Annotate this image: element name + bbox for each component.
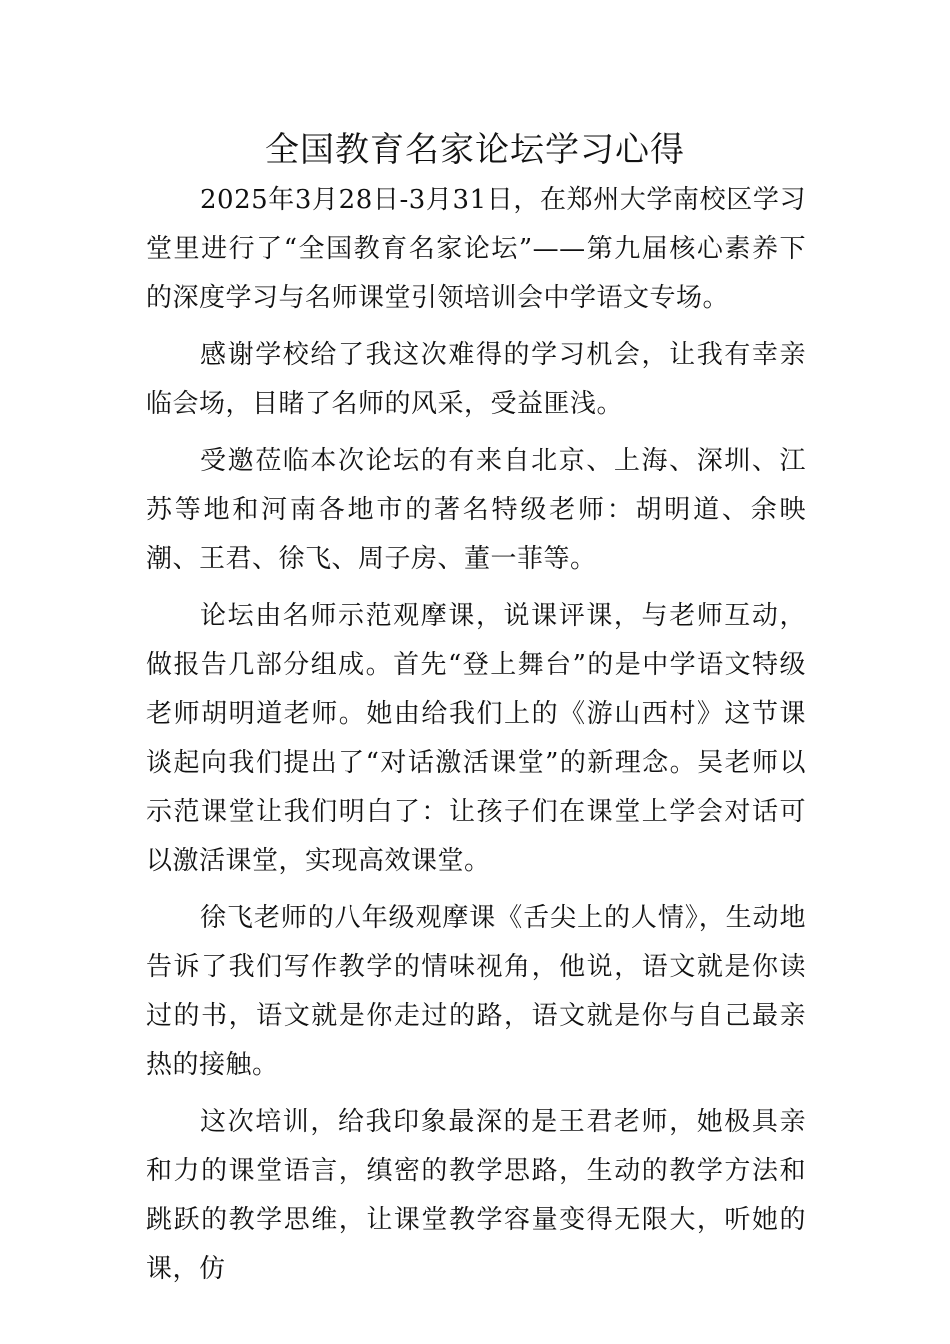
paragraph-5: 徐飞老师的八年级观摩课《舌尖上的人情》，生动地告诉了我们写作教学的情味视角，他说，语文就是你读过的书，语文就是你走过的路，语文就是你与自己最亲热的接触。 bbox=[146, 903, 806, 1080]
paragraph-3: 受邀莅临本次论坛的有来自北京、上海、深圳、江苏等地和河南各地市的著名特级老师：胡明道、余映潮、王君、徐飞、周子房、董一菲等。 bbox=[146, 446, 806, 574]
paragraph-4: 论坛由名师示范观摩课，说课评课，与老师互动，做报告几部分组成。首先“登上舞台”的是中学语文特级老师胡明道老师。她由给我们上的《游山西村》这节课谈起向我们提出了“对话激活课堂”的新理念。吴老师以示范课堂让我们明白了：让孩子们在课堂上学会对话可以激活课堂，实现高效课堂。 bbox=[146, 601, 806, 876]
document-title: 全国教育名家论坛学习心得 bbox=[265, 130, 685, 170]
paragraph-1: 2025年3月28日-3月31日，在郑州大学南校区学习堂里进行了“全国教育名家论坛”——第九届核心素养下的深度学习与名师课堂引领培训会中学语文专场。 bbox=[146, 185, 806, 313]
paragraph-2: 感谢学校给了我这次难得的学习机会，让我有幸亲临会场，目睹了名师的风采，受益匪浅。 bbox=[146, 340, 806, 419]
paragraph-6: 这次培训，给我印象最深的是王君老师，她极具亲和力的课堂语言，缜密的教学思路，生动的教学方法和跳跃的教学思维，让课堂教学容量变得无限大，听她的课，仿 bbox=[146, 1107, 806, 1284]
document-body bbox=[146, 176, 806, 1294]
